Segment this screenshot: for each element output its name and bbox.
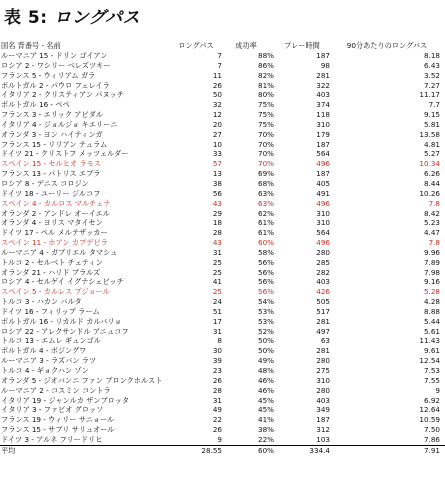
success-rate-cell: 80% <box>258 90 274 100</box>
table-row <box>0 218 445 228</box>
playing-time-cell: 280 <box>316 385 330 395</box>
per-90-cell: 9.96 <box>423 247 440 257</box>
table-row <box>0 277 445 287</box>
success-rate-cell: 49% <box>258 356 274 366</box>
success-rate-cell: 41% <box>258 415 274 425</box>
player-name-cell: ロシア 4 - セルゲイ イグナシェビッチ <box>1 277 124 287</box>
long-passes-cell: 10 <box>212 139 222 149</box>
table-row <box>0 258 445 268</box>
success-rate-cell: 45% <box>258 395 274 405</box>
long-passes-cell: 17 <box>212 316 222 326</box>
table-row <box>0 248 445 258</box>
table-row <box>0 297 445 307</box>
long-passes-cell: 31 <box>212 326 222 336</box>
player-name-cell: ポルトガル 16 - ペペ <box>1 100 70 110</box>
per-90-cell: 6.26 <box>423 169 440 179</box>
success-rate-cell: 50% <box>258 336 274 346</box>
table-row <box>0 386 445 396</box>
table-row <box>0 287 445 297</box>
column-header-playing-time: プレー時間 <box>284 41 320 50</box>
long-passes-cell: 11 <box>212 70 222 80</box>
long-passes-cell: 25 <box>212 257 222 267</box>
success-rate-cell: 70% <box>258 159 274 169</box>
playing-time-cell: 281 <box>316 316 330 326</box>
player-name-cell: イタリア 2 - クリスティアン パヌッチ <box>1 90 124 100</box>
long-passes-cell: 24 <box>212 297 222 307</box>
success-rate-cell: 45% <box>258 405 274 415</box>
long-passes-cell: 57 <box>212 159 222 169</box>
player-name-cell: ロシア 2 - ワシリー ベレズツキー <box>1 60 111 70</box>
average-passes: 28.55 <box>201 445 222 455</box>
player-name-cell: ロシア 22 - アレクサンドル アニュコフ <box>1 326 129 336</box>
player-name-cell: イタリア 4 - ジョルジョ キエリーニ <box>1 119 118 129</box>
long-passes-cell: 31 <box>212 247 222 257</box>
long-passes-cell: 13 <box>212 169 222 179</box>
success-rate-cell: 58% <box>258 247 274 257</box>
player-name-cell: フランス 3 - エリック アビダル <box>1 110 104 120</box>
success-rate-cell: 56% <box>258 267 274 277</box>
long-pass-table <box>0 40 445 456</box>
success-rate-cell: 75% <box>258 100 274 110</box>
success-rate-cell: 86% <box>258 60 274 70</box>
table-row <box>0 376 445 386</box>
player-name-cell: フランス 13 - パトリス エブラ <box>1 169 101 179</box>
long-passes-cell: 18 <box>212 218 222 228</box>
player-name-cell: ロシア 8 - デニス コロジン <box>1 178 89 188</box>
table-row <box>0 61 445 71</box>
table-number: 表 5: <box>4 8 48 28</box>
player-name-cell: トルコ 13 - エムレ ギュンゴル <box>1 336 101 346</box>
success-rate-cell: 63% <box>258 188 274 198</box>
success-rate-cell: 56% <box>258 257 274 267</box>
playing-time-cell: 280 <box>316 247 330 257</box>
success-rate-cell: 81% <box>258 80 274 90</box>
per-90-cell: 4.47 <box>423 228 440 238</box>
long-passes-cell: 25 <box>212 287 222 297</box>
playing-time-cell: 281 <box>316 70 330 80</box>
table-row <box>0 317 445 327</box>
long-passes-cell: 8 <box>217 336 222 346</box>
per-90-cell: 7.98 <box>423 267 440 277</box>
long-passes-cell: 7 <box>217 60 222 70</box>
player-name-cell: ドイツ 17 - ペル メルテザッカー <box>1 228 108 238</box>
success-rate-cell: 63% <box>258 198 274 208</box>
success-rate-cell: 54% <box>258 297 274 307</box>
table-row <box>0 110 445 120</box>
long-passes-cell: 51 <box>212 306 222 316</box>
average-row <box>0 445 445 456</box>
table-row <box>0 149 445 159</box>
per-90-cell: 5.23 <box>423 218 440 228</box>
long-passes-cell: 28 <box>212 385 222 395</box>
playing-time-cell: 517 <box>316 306 330 316</box>
success-rate-cell: 70% <box>258 139 274 149</box>
playing-time-cell: 405 <box>316 178 330 188</box>
table-row <box>0 356 445 366</box>
per-90-cell: 7.53 <box>423 366 440 375</box>
per-90-cell: 4.28 <box>423 297 440 307</box>
per-90-cell: 8.18 <box>423 51 440 60</box>
table-body <box>0 51 445 445</box>
per-90-cell: 8.42 <box>423 208 440 218</box>
per-90-cell: 10.59 <box>419 415 440 425</box>
column-header-long-passes: ロングパス <box>178 41 214 50</box>
table-row <box>0 71 445 81</box>
long-passes-cell: 43 <box>212 198 222 208</box>
per-90-cell: 9.61 <box>423 346 440 356</box>
per-90-cell: 7.27 <box>423 80 440 90</box>
success-rate-cell: 46% <box>258 385 274 395</box>
per-90-cell: 6.92 <box>423 395 440 405</box>
player-name-cell: ポルトガル 2 - パウロ フェレイラ <box>1 80 110 90</box>
playing-time-cell: 564 <box>316 149 330 159</box>
column-header-success-rate: 成功率 <box>235 41 257 50</box>
player-name-cell: スペイン 15 - セルヒオ ラモス <box>1 159 101 169</box>
player-name-cell: ドイツ 3 - アルネ フリードリヒ <box>1 434 103 444</box>
playing-time-cell: 281 <box>316 346 330 356</box>
per-90-cell: 3.52 <box>423 70 440 80</box>
playing-time-cell: 322 <box>316 80 330 90</box>
playing-time-cell: 497 <box>316 326 330 336</box>
table-row <box>0 179 445 189</box>
success-rate-cell: 38% <box>258 425 274 435</box>
playing-time-cell: 63 <box>320 336 330 346</box>
success-rate-cell: 60% <box>258 238 274 248</box>
long-passes-cell: 23 <box>212 366 222 375</box>
table-row <box>0 209 445 219</box>
table-row <box>0 366 445 376</box>
player-name-cell: ルーマニア 2 - コスミン コントラ <box>1 385 111 395</box>
player-name-cell: オランダ 2 - アンドレ オーイエル <box>1 208 110 218</box>
playing-time-cell: 310 <box>316 218 330 228</box>
per-90-cell: 11.43 <box>419 336 440 346</box>
playing-time-cell: 285 <box>316 257 330 267</box>
per-90-cell: 8.44 <box>423 178 440 188</box>
success-rate-cell: 82% <box>258 70 274 80</box>
per-90-cell: 10.26 <box>419 188 440 198</box>
table-row <box>0 268 445 278</box>
playing-time-cell: 403 <box>316 395 330 405</box>
column-header-per-90: 90分あたりのロングパス <box>346 41 428 50</box>
player-name-cell: トルコ 2 - セルベト チェティン <box>1 257 103 267</box>
playing-time-cell: 496 <box>316 159 330 169</box>
long-passes-cell: 12 <box>212 110 222 120</box>
playing-time-cell: 103 <box>316 434 330 444</box>
per-90-cell: 13.58 <box>419 129 440 139</box>
per-90-cell: 9.15 <box>423 110 440 120</box>
success-rate-cell: 22% <box>258 434 274 444</box>
average-time: 334.4 <box>309 445 330 455</box>
playing-time-cell: 491 <box>316 188 330 198</box>
per-90-cell: 6.43 <box>423 60 440 70</box>
long-passes-cell: 20 <box>212 119 222 129</box>
player-name-cell: ルーマニア 15 - ドリン ゴイアン <box>1 51 108 60</box>
success-rate-cell: 75% <box>258 119 274 129</box>
player-name-cell: ポルトガル 4 - ボジングワ <box>1 346 87 356</box>
long-passes-cell: 56 <box>212 188 222 198</box>
long-passes-cell: 49 <box>212 405 222 415</box>
long-passes-cell: 33 <box>212 149 222 159</box>
player-name-cell: フランス 15 - サブリ サリュオール <box>1 425 115 435</box>
success-rate-cell: 56% <box>258 287 274 297</box>
player-name-cell: ドイツ 16 - フィリップ ラーム <box>1 306 100 316</box>
player-name-cell: フランス 5 - ウィリアム ガラ <box>1 70 96 80</box>
table-row <box>0 90 445 100</box>
long-passes-cell: 26 <box>212 80 222 90</box>
long-passes-cell: 50 <box>212 90 222 100</box>
page-title <box>4 4 140 32</box>
long-passes-cell: 27 <box>212 129 222 139</box>
success-rate-cell: 62% <box>258 208 274 218</box>
table-row <box>0 346 445 356</box>
table-row <box>0 189 445 199</box>
per-90-cell: 10.34 <box>419 159 440 169</box>
per-90-cell: 7.8 <box>428 238 440 248</box>
per-90-cell: 5.27 <box>423 149 440 159</box>
table-row <box>0 199 445 209</box>
playing-time-cell: 496 <box>316 238 330 248</box>
table-title: ロングパス <box>53 8 141 28</box>
table-row <box>0 169 445 179</box>
playing-time-cell: 426 <box>316 287 330 297</box>
per-90-cell: 7.7 <box>428 100 440 110</box>
player-name-cell: フランス 19 - ウィリー サニョール <box>1 415 115 425</box>
player-name-cell: スペイン 4 - カルロス マルチェナ <box>1 198 111 208</box>
average-success: 60% <box>258 445 274 455</box>
long-passes-cell: 38 <box>212 178 222 188</box>
playing-time-cell: 564 <box>316 228 330 238</box>
success-rate-cell: 53% <box>258 316 274 326</box>
player-name-cell: オランダ 3 - ヨン ハイティンガ <box>1 129 103 139</box>
success-rate-cell: 56% <box>258 277 274 287</box>
per-90-cell: 9.16 <box>423 277 440 287</box>
table-row <box>0 51 445 61</box>
table-row <box>0 435 445 445</box>
per-90-cell: 5.61 <box>423 326 440 336</box>
success-rate-cell: 68% <box>258 178 274 188</box>
long-passes-cell: 7 <box>217 51 222 60</box>
player-name-cell: スペイン 5 - カルレス プジョール <box>1 287 110 297</box>
player-name-cell: ルーマニア 4 - ガブリエル タマシュ <box>1 247 118 257</box>
playing-time-cell: 496 <box>316 198 330 208</box>
table-row <box>0 425 445 435</box>
playing-time-cell: 187 <box>316 51 330 60</box>
player-name-cell: ドイツ 21 - クリストフ メッツェルダー <box>1 149 129 159</box>
table-row <box>0 100 445 110</box>
playing-time-cell: 310 <box>316 119 330 129</box>
player-name-cell: イタリア 3 - ファビオ グロッソ <box>1 405 104 415</box>
player-name-cell: オランダ 5 - ジオバンニ ファン ブロンクホルスト <box>1 375 163 385</box>
success-rate-cell: 48% <box>258 366 274 375</box>
player-name-cell: ポルトガル 16 - リカルド カルバリョ <box>1 316 122 326</box>
table-row <box>0 120 445 130</box>
table-row <box>0 405 445 415</box>
average-label: 平均 <box>1 445 16 455</box>
playing-time-cell: 118 <box>316 110 330 120</box>
per-90-cell: 7.55 <box>423 375 440 385</box>
long-passes-cell: 30 <box>212 346 222 356</box>
per-90-cell: 7.89 <box>423 257 440 267</box>
table-row <box>0 81 445 91</box>
playing-time-cell: 275 <box>316 366 330 375</box>
column-header-player: 国名 背番号 - 名前 <box>1 41 61 50</box>
playing-time-cell: 282 <box>316 267 330 277</box>
table-row <box>0 336 445 346</box>
long-passes-cell: 26 <box>212 375 222 385</box>
table-header-row <box>0 40 445 51</box>
average-per90: 7.91 <box>423 445 440 455</box>
player-name-cell: トルコ 3 - ハカン バルタ <box>1 297 82 307</box>
success-rate-cell: 69% <box>258 169 274 179</box>
table-row <box>0 228 445 238</box>
playing-time-cell: 98 <box>320 60 330 70</box>
table-row <box>0 130 445 140</box>
per-90-cell: 7.8 <box>428 198 440 208</box>
per-90-cell: 12.64 <box>419 405 440 415</box>
success-rate-cell: 70% <box>258 129 274 139</box>
long-passes-cell: 26 <box>212 425 222 435</box>
long-passes-cell: 9 <box>217 434 222 444</box>
table-row <box>0 327 445 337</box>
success-rate-cell: 70% <box>258 149 274 159</box>
player-name-cell: オランダ 21 - ハリド ブラルズ <box>1 267 101 277</box>
playing-time-cell: 187 <box>316 415 330 425</box>
playing-time-cell: 403 <box>316 277 330 287</box>
success-rate-cell: 50% <box>258 346 274 356</box>
long-passes-cell: 39 <box>212 356 222 366</box>
success-rate-cell: 61% <box>258 228 274 238</box>
per-90-cell: 7.86 <box>423 434 440 444</box>
success-rate-cell: 88% <box>258 51 274 60</box>
long-passes-cell: 29 <box>212 208 222 218</box>
long-passes-cell: 22 <box>212 415 222 425</box>
success-rate-cell: 61% <box>258 218 274 228</box>
player-name-cell: スペイン 11 - ホアン カプデビラ <box>1 238 108 248</box>
playing-time-cell: 374 <box>316 100 330 110</box>
long-passes-cell: 43 <box>212 238 222 248</box>
per-90-cell: 11.17 <box>419 90 440 100</box>
playing-time-cell: 310 <box>316 208 330 218</box>
table-row <box>0 307 445 317</box>
playing-time-cell: 187 <box>316 169 330 179</box>
success-rate-cell: 53% <box>258 306 274 316</box>
playing-time-cell: 349 <box>316 405 330 415</box>
playing-time-cell: 312 <box>316 425 330 435</box>
table-row <box>0 396 445 406</box>
playing-time-cell: 187 <box>316 139 330 149</box>
player-name-cell: ルーマニア 3 - ラズバン ラツ <box>1 356 97 366</box>
player-name-cell: フランス 15 - リリアン テュラム <box>1 139 108 149</box>
per-90-cell: 5.28 <box>423 287 440 297</box>
table-row <box>0 238 445 248</box>
playing-time-cell: 179 <box>316 129 330 139</box>
per-90-cell: 7.50 <box>423 425 440 435</box>
long-passes-cell: 25 <box>212 267 222 277</box>
long-passes-cell: 28 <box>212 228 222 238</box>
per-90-cell: 12.54 <box>419 356 440 366</box>
table-row <box>0 140 445 150</box>
success-rate-cell: 75% <box>258 110 274 120</box>
playing-time-cell: 280 <box>316 356 330 366</box>
per-90-cell: 5.44 <box>423 316 440 326</box>
per-90-cell: 4.81 <box>423 139 440 149</box>
success-rate-cell: 52% <box>258 326 274 336</box>
per-90-cell: 5.81 <box>423 119 440 129</box>
table-row <box>0 159 445 169</box>
player-name-cell: トルコ 4 - ギョクハン ゾン <box>1 366 89 375</box>
playing-time-cell: 505 <box>316 297 330 307</box>
table-row <box>0 415 445 425</box>
success-rate-cell: 46% <box>258 375 274 385</box>
per-90-cell: 9 <box>435 385 440 395</box>
long-passes-cell: 41 <box>212 277 222 287</box>
player-name-cell: オランダ 4 - ヨリス マタイセン <box>1 218 103 228</box>
long-passes-cell: 31 <box>212 395 222 405</box>
long-passes-cell: 32 <box>212 100 222 110</box>
player-name-cell: ドイツ 18 - ユーリー ジルコフ <box>1 188 101 198</box>
player-name-cell: イタリア 19 - ジャンルカ ザンブロッタ <box>1 395 130 405</box>
playing-time-cell: 403 <box>316 90 330 100</box>
per-90-cell: 8.88 <box>423 306 440 316</box>
playing-time-cell: 310 <box>316 375 330 385</box>
